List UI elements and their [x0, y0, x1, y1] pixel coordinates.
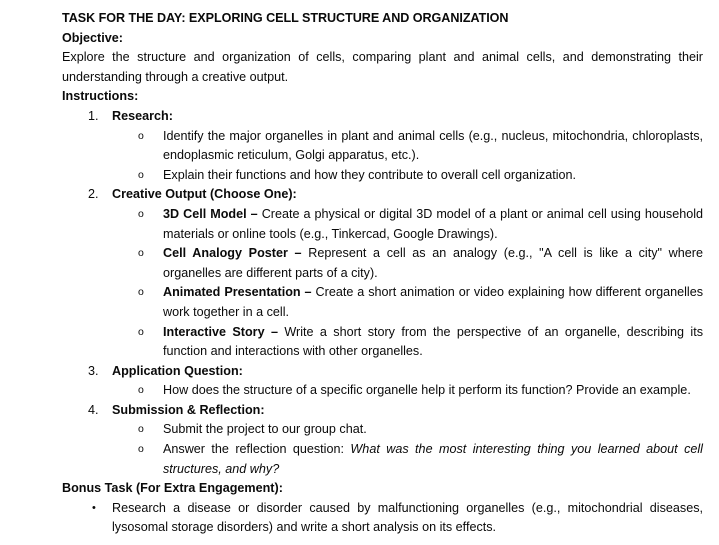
list-marker: 4.	[88, 402, 99, 417]
document-body	[62, 9, 703, 538]
sub-list-text: Submit the project to our group chat.	[163, 422, 367, 437]
page-title: TASK FOR THE DAY: EXPLORING CELL STRUCTURE AND ORGANIZATION	[62, 11, 509, 25]
list-marker: 1.	[88, 108, 99, 123]
sub-list-marker: o	[138, 168, 144, 181]
list-marker: •	[92, 501, 96, 514]
list-item-label: Research:	[112, 108, 173, 123]
sub-list-bold-lead: 3D Cell Model –	[163, 206, 258, 221]
sub-list-text	[163, 323, 703, 362]
sub-list-text: How does the structure of a specific organelle help it perform its function? Provide an example.	[163, 383, 691, 398]
sub-list-marker: o	[138, 443, 144, 456]
objective-paragraph: Explore the structure and organization of cells, comparing plant and animal cells, and demonstrating their understanding through a creative output.	[62, 50, 703, 84]
sub-list-text: Identify the major organelles in plant and animal cells (e.g., nucleus, mitochondria, chloroplasts, endoplasmic reticulum, Golgi apparatus, etc.).	[163, 128, 703, 163]
instructions-heading: Instructions:	[62, 89, 139, 104]
sub-list-marker: o	[138, 384, 144, 397]
sub-list-text: Explain their functions and how they contribute to overall cell organization.	[163, 167, 577, 182]
sub-list-text-rest: Create a physical or digital 3D model of a plant or animal cell using household materials or online tools (e.g., Tinkercad, Google Drawings).	[163, 206, 704, 241]
sub-list-text	[163, 440, 703, 479]
list-item	[62, 401, 703, 421]
sub-list-marker: o	[138, 286, 144, 299]
list-item	[62, 362, 703, 382]
bonus-bullet-text: Research a disease or disorder caused by malfunctioning organelles (e.g., mitochondrial diseases, lysosomal storage disorders) and write a short analysis on its effects.	[112, 500, 703, 535]
list-item-label: Submission & Reflection:	[112, 402, 265, 417]
sub-list-text-rest: Write a short story from the perspective of an organelle, describing its function and interactions with other organelles.	[163, 324, 703, 359]
list-item	[62, 185, 703, 205]
list-item	[62, 244, 703, 283]
sub-list-marker: o	[138, 325, 144, 338]
sub-list-bold-lead: Animated Presentation –	[163, 285, 312, 300]
list-item	[62, 420, 703, 440]
list-item	[62, 166, 703, 186]
list-item	[62, 440, 703, 479]
list-item	[62, 323, 703, 362]
sub-list-marker: o	[138, 129, 144, 142]
list-item	[62, 127, 703, 166]
list-item-label: Application Question:	[112, 363, 243, 378]
sub-list-text-rest: Represent a cell as an analogy (e.g., "A cell is like a city" where organelles are different parts of a city).	[163, 246, 703, 280]
list-item	[62, 499, 703, 538]
sub-list-text	[163, 205, 703, 244]
sub-list-bold-lead: Interactive Story –	[163, 324, 278, 339]
sub-list-text	[163, 244, 703, 283]
list-item	[62, 205, 703, 244]
objective-heading: Objective:	[62, 30, 123, 45]
sub-list-marker: o	[138, 207, 144, 220]
list-marker: 3.	[88, 363, 99, 378]
sub-list-bold-lead: Cell Analogy Poster –	[163, 246, 302, 261]
sub-list-marker: o	[138, 247, 144, 260]
sub-list-text-lead: Answer the reflection question:	[163, 442, 351, 457]
list-marker: 2.	[88, 187, 99, 202]
list-item	[62, 283, 703, 322]
sub-list-text	[163, 283, 703, 322]
sub-list-text-rest: Create a short animation or video explaining how different organelles work together in a cell.	[163, 285, 703, 319]
list-item	[62, 381, 703, 401]
list-item	[62, 107, 703, 127]
list-item-label: Creative Output (Choose One):	[112, 187, 297, 202]
reflection-question: What was the most interesting thing you learned about cell structures, and why?	[163, 442, 703, 476]
sub-list-marker: o	[138, 423, 144, 436]
bonus-heading: Bonus Task (For Extra Engagement):	[62, 481, 283, 496]
